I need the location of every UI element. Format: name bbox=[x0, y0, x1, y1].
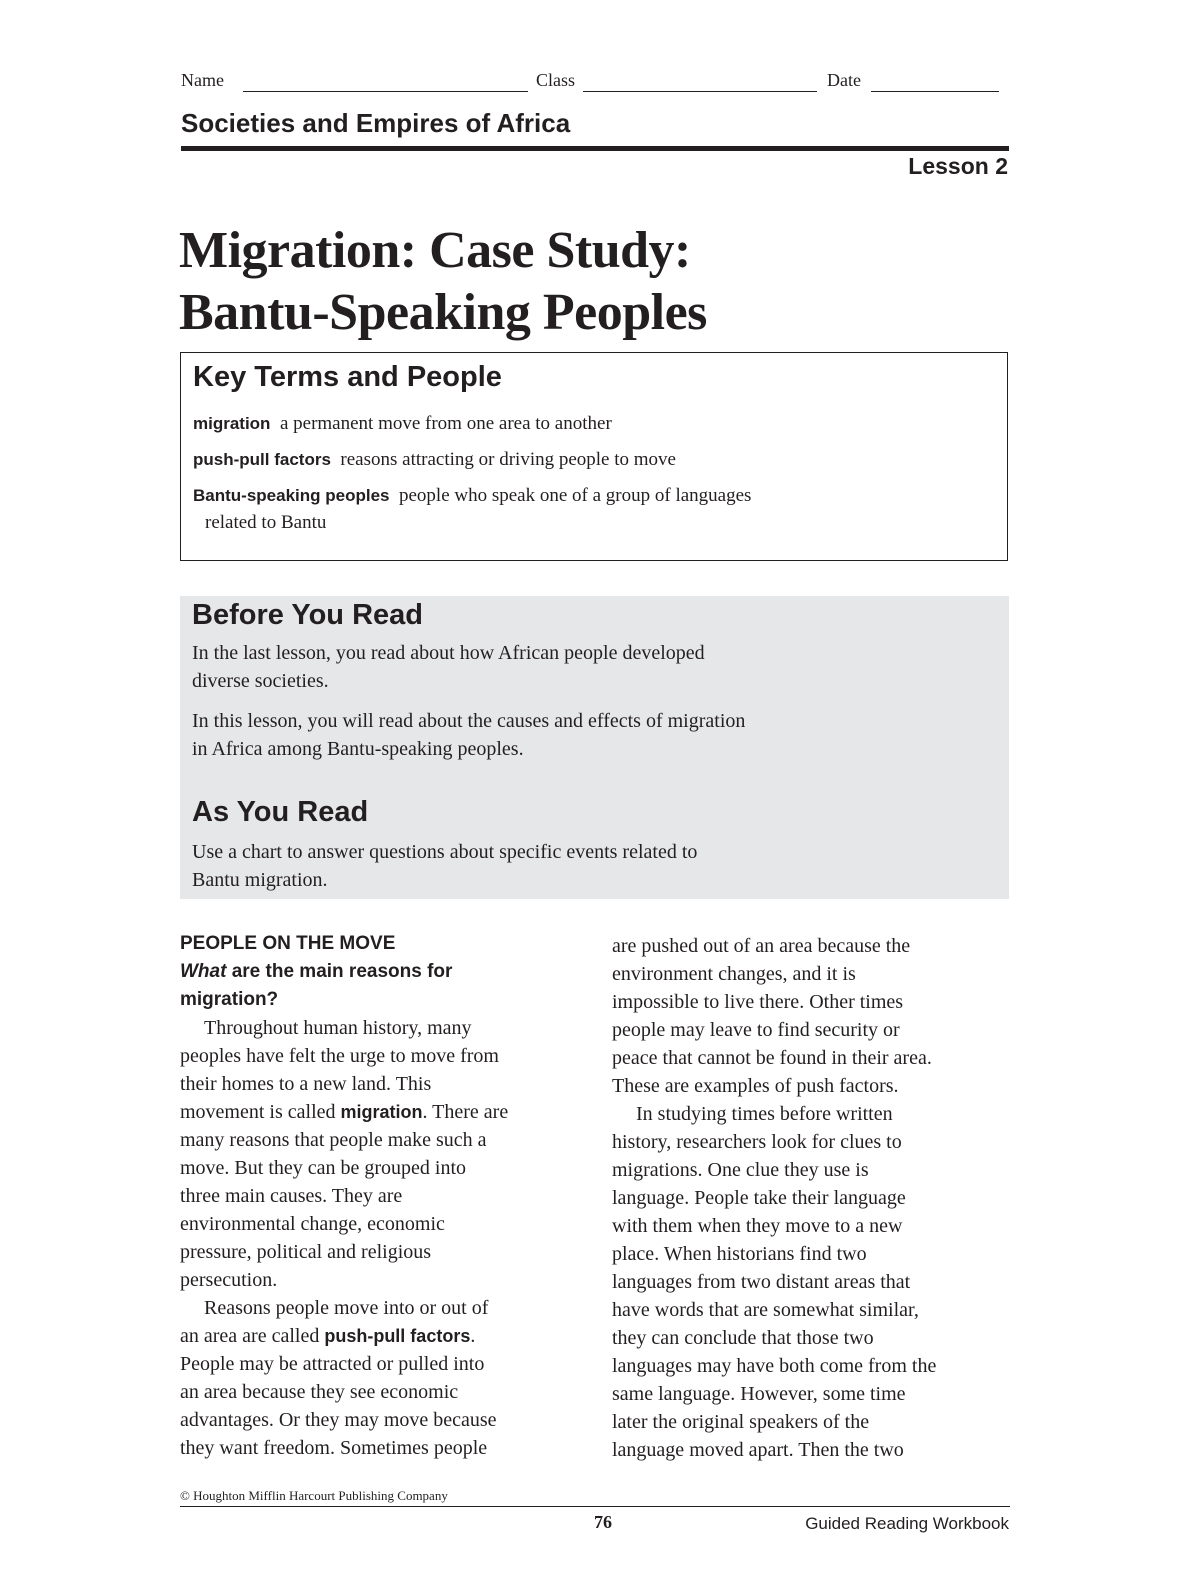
term-definition: a permanent move from one area to another bbox=[279, 413, 612, 434]
lesson-label: Lesson 2 bbox=[908, 153, 1008, 179]
keyword-migration: migration bbox=[340, 1102, 423, 1122]
student-info-line bbox=[181, 66, 1001, 96]
workbook-title: Guided Reading Workbook bbox=[805, 1514, 1009, 1533]
section-heading: PEOPLE ON THE MOVE bbox=[180, 933, 396, 954]
paragraph-push-factors: are pushed out of an area because the environment changes, and it is impossible to live there. Other times people may leave to find security or peace that cannot be found in their area. These are examples of push factors. bbox=[612, 935, 932, 1097]
body-column-left bbox=[180, 930, 580, 1462]
title-line-2: Bantu-Speaking Peoples bbox=[179, 284, 707, 341]
unit-title: Societies and Empires of Africa bbox=[181, 108, 571, 138]
header-divider bbox=[181, 146, 1009, 151]
as-you-read-p: Use a chart to answer questions about specific events related to Bantu migration. bbox=[192, 841, 698, 891]
date-field[interactable] bbox=[871, 91, 999, 92]
term-item bbox=[193, 410, 973, 437]
name-label: Name bbox=[181, 70, 224, 90]
reading-guide-panel bbox=[180, 596, 1009, 899]
footer-divider bbox=[180, 1506, 1010, 1507]
keyword-push-pull: push-pull factors bbox=[324, 1326, 471, 1346]
class-field[interactable] bbox=[583, 91, 817, 92]
section-question: What are the main reasons for migration? bbox=[180, 961, 453, 1010]
term-item bbox=[193, 446, 973, 473]
before-you-read-p2: In this lesson, you will read about the causes and effects of migration in Africa among Bantu-speaking peoples. bbox=[192, 710, 746, 760]
term-item bbox=[193, 482, 973, 536]
paragraph-language-clues: In studying times before written history, researchers look for clues to migrations. One clue they use is language. People take their language with them when they move to a new place. When historians find two languages from two distant areas that have words that are somewhat similar, they can conclude that those two languages may have both come from the same language. However, some time later the original speakers of the language moved apart. Then the two bbox=[612, 1103, 937, 1461]
term-name: migration bbox=[193, 414, 271, 433]
paragraph-push-pull: Reasons people move into or out of an area are called push-pull factors. People may be attracted or pulled into an area because they see economic advantages. Or they may move because they want freedom. Sometimes people bbox=[180, 1297, 497, 1459]
page-title bbox=[179, 220, 707, 344]
body-column-right bbox=[612, 932, 1012, 1464]
paragraph-migration: Throughout human history, many peoples have felt the urge to move from their homes to a new land. This movement is called migration. There are many reasons that people make such a move. But they can be grouped into three main causes. They are environmental change, economic pressure, political and religious persecution. bbox=[180, 1017, 509, 1291]
name-field[interactable] bbox=[243, 91, 528, 92]
key-terms-box bbox=[180, 352, 1008, 561]
key-terms-heading: Key Terms and People bbox=[193, 361, 502, 393]
term-definition: people who speak one of a group of languages bbox=[398, 485, 752, 506]
copyright-notice: © Houghton Mifflin Harcourt Publishing Company bbox=[180, 1488, 448, 1503]
term-name: Bantu-speaking peoples bbox=[193, 486, 390, 505]
term-definition: reasons attracting or driving people to move bbox=[340, 449, 676, 470]
term-name: push-pull factors bbox=[193, 450, 331, 469]
date-label: Date bbox=[827, 70, 861, 90]
before-you-read-p1: In the last lesson, you read about how African people developed diverse societies. bbox=[192, 642, 705, 692]
title-line-1: Migration: Case Study: bbox=[179, 222, 691, 279]
term-definition-cont: related to Bantu bbox=[205, 512, 327, 533]
page-number: 76 bbox=[594, 1512, 612, 1532]
as-you-read-heading: As You Read bbox=[192, 796, 369, 828]
before-you-read-heading: Before You Read bbox=[192, 599, 423, 631]
class-label: Class bbox=[536, 70, 576, 90]
